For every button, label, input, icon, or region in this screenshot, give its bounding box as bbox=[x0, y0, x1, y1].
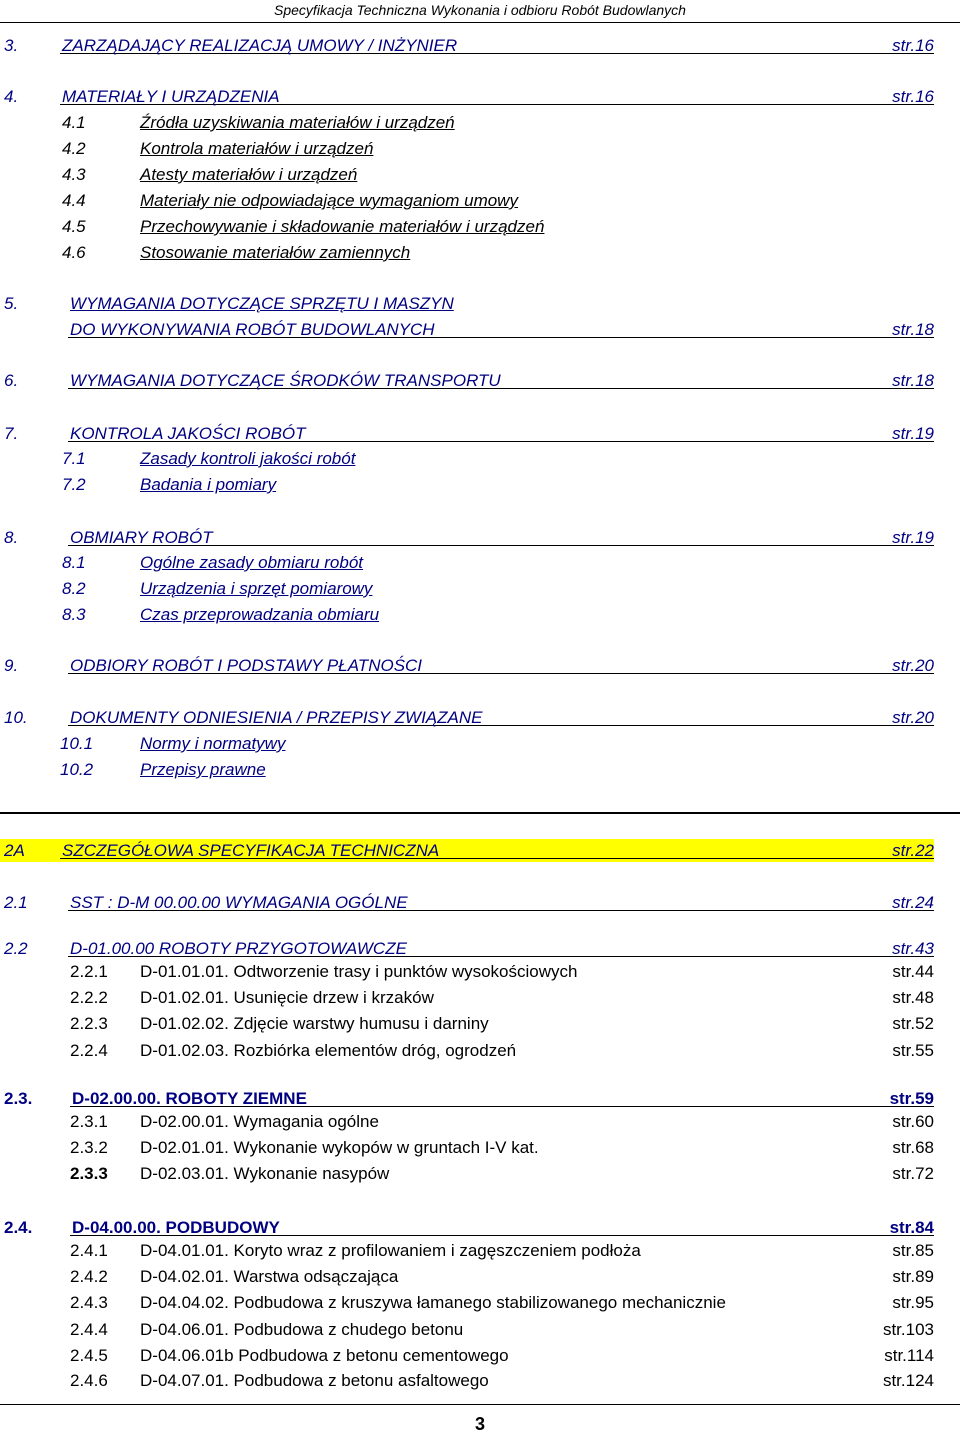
spec-subentry[interactable] bbox=[0, 1163, 960, 1185]
entry-number: 10.1 bbox=[60, 734, 94, 753]
entry-title: D-01.02.02. Zdjęcie warstwy humusu i darniny bbox=[140, 1014, 489, 1033]
entry-page: str.20 bbox=[892, 708, 934, 727]
entry-number: 2.4.3 bbox=[70, 1293, 108, 1312]
toc-entry-5-continued[interactable] bbox=[0, 319, 960, 341]
entry-page: str.16 bbox=[892, 87, 934, 106]
entry-number: 2.2.2 bbox=[70, 988, 108, 1007]
entry-number: 2.3. bbox=[4, 1089, 33, 1108]
entry-number: 10. bbox=[4, 708, 28, 727]
entry-page: str.44 bbox=[892, 962, 934, 981]
entry-page: str.24 bbox=[892, 893, 934, 912]
entry-title: D-04.07.01. Podbudowa z betonu asfaltowego bbox=[140, 1371, 489, 1390]
toc-subentry[interactable] bbox=[0, 604, 960, 626]
header-rule bbox=[0, 22, 960, 23]
spec-entry-2-1[interactable] bbox=[0, 892, 960, 914]
toc-subentry[interactable] bbox=[0, 474, 960, 496]
toc-subentry[interactable] bbox=[0, 759, 960, 781]
entry-page: str.18 bbox=[892, 320, 934, 339]
entry-number: 8.2 bbox=[62, 579, 86, 598]
entry-title-line1: WYMAGANIA DOTYCZĄCE SPRZĘTU I MASZYN bbox=[70, 294, 454, 313]
toc-entry-6[interactable] bbox=[0, 370, 960, 392]
entry-title-line2: DO WYKONYWANIA ROBÓT BUDOWLANYCH bbox=[70, 320, 435, 339]
entry-title: WYMAGANIA DOTYCZĄCE ŚRODKÓW TRANSPORTU bbox=[70, 371, 501, 390]
entry-number: 8. bbox=[4, 528, 19, 547]
entry-number: 2.3.2 bbox=[70, 1138, 108, 1157]
toc-subentry[interactable] bbox=[0, 552, 960, 574]
entry-number: 4. bbox=[4, 87, 19, 106]
entry-number: 8.1 bbox=[62, 553, 86, 572]
toc-entry-4[interactable] bbox=[0, 86, 960, 108]
entry-number: 10.2 bbox=[60, 760, 94, 779]
entry-number: 2.2 bbox=[4, 939, 28, 958]
entry-page: str.103 bbox=[882, 1320, 934, 1339]
entry-number: 2.4.2 bbox=[70, 1267, 108, 1286]
entry-number: 2A bbox=[4, 841, 25, 860]
entry-number: 9. bbox=[4, 656, 19, 675]
entry-page: str.124 bbox=[882, 1371, 934, 1390]
spec-entry-2-3[interactable] bbox=[0, 1088, 960, 1110]
spec-subentry[interactable] bbox=[0, 1111, 960, 1133]
entry-number: 7.2 bbox=[62, 475, 86, 494]
entry-number: 4.3 bbox=[62, 165, 86, 184]
footer-rule bbox=[0, 1404, 960, 1405]
entry-number: 3. bbox=[4, 36, 19, 55]
toc-subentry[interactable] bbox=[0, 448, 960, 470]
entry-page: str.52 bbox=[892, 1014, 934, 1033]
entry-title: D-04.06.01b Podbudowa z betonu cementowego bbox=[140, 1346, 509, 1365]
toc-subentry[interactable] bbox=[0, 112, 960, 134]
toc-subentry[interactable] bbox=[0, 190, 960, 212]
entry-title: D-01.02.01. Usunięcie drzew i krzaków bbox=[140, 988, 434, 1007]
entry-title: D-02.00.00. ROBOTY ZIEMNE bbox=[72, 1089, 307, 1108]
entry-number: 7.1 bbox=[62, 449, 86, 468]
entry-number: 8.3 bbox=[62, 605, 86, 624]
spec-subentry[interactable] bbox=[0, 1319, 960, 1341]
running-header: Specyfikacja Techniczna Wykonania i odbioru Robót Budowlanych bbox=[274, 2, 686, 18]
toc-subentry[interactable] bbox=[0, 138, 960, 160]
entry-number: 2.4.5 bbox=[70, 1346, 108, 1365]
entry-page: str.22 bbox=[892, 841, 934, 860]
entry-title: Źródła uzyskiwania materiałów i urządzeń bbox=[140, 113, 455, 132]
spec-subentry[interactable] bbox=[0, 987, 960, 1009]
entry-number: 2.3.3 bbox=[70, 1164, 108, 1183]
entry-page: str.89 bbox=[892, 1267, 934, 1286]
toc-subentry[interactable] bbox=[0, 578, 960, 600]
entry-title: SZCZEGÓŁOWA SPECYFIKACJA TECHNICZNA bbox=[62, 841, 440, 860]
entry-number: 4.4 bbox=[62, 191, 86, 210]
toc-entry-7[interactable] bbox=[0, 423, 960, 445]
entry-title: Stosowanie materiałów zamiennych bbox=[140, 243, 411, 262]
toc-subentry[interactable] bbox=[0, 164, 960, 186]
entry-title: D-01.02.03. Rozbiórka elementów dróg, ogrodzeń bbox=[140, 1041, 517, 1060]
entry-title: D-01.00.00 ROBOTY PRZYGOTOWAWCZE bbox=[70, 939, 407, 958]
entry-title: D-01.01.01. Odtworzenie trasy i punktów wysokościowych bbox=[140, 962, 578, 981]
toc-entry-8[interactable] bbox=[0, 527, 960, 549]
entry-title: KONTROLA JAKOŚCI ROBÓT bbox=[70, 424, 306, 443]
entry-page: str.48 bbox=[892, 988, 934, 1007]
entry-title: Przepisy prawne bbox=[140, 760, 266, 779]
entry-title: OBMIARY ROBÓT bbox=[70, 528, 213, 547]
entry-page: str.72 bbox=[892, 1164, 934, 1183]
entry-number: 2.1 bbox=[4, 893, 28, 912]
entry-number: 2.3.1 bbox=[70, 1112, 108, 1131]
entry-page: str.59 bbox=[889, 1089, 934, 1108]
entry-title: Urządzenia i sprzęt pomiarowy bbox=[140, 579, 373, 598]
entry-title: ZARZĄDAJĄCY REALIZACJĄ UMOWY / INŻYNIER bbox=[62, 36, 458, 55]
entry-page: str.60 bbox=[892, 1112, 934, 1131]
section-divider bbox=[0, 812, 960, 814]
entry-page: str.95 bbox=[892, 1293, 934, 1312]
entry-number: 2.2.4 bbox=[70, 1041, 108, 1060]
toc-subentry[interactable] bbox=[0, 216, 960, 238]
entry-number: 6. bbox=[4, 371, 19, 390]
toc-subentry[interactable] bbox=[0, 733, 960, 755]
entry-title: Ogólne zasady obmiaru robót bbox=[140, 553, 364, 572]
spec-subentry[interactable] bbox=[0, 1345, 960, 1367]
entry-title: Materiały nie odpowiadające wymaganiom umowy bbox=[140, 191, 518, 210]
entry-number: 2.4. bbox=[4, 1218, 33, 1237]
spec-subentry[interactable] bbox=[0, 1040, 960, 1062]
page-number: 3 bbox=[474, 1414, 485, 1434]
entry-page: str.84 bbox=[889, 1218, 934, 1237]
entry-number: 4.6 bbox=[62, 243, 86, 262]
entry-title: SST : D-M 00.00.00 WYMAGANIA OGÓLNE bbox=[70, 893, 408, 912]
entry-page: str.85 bbox=[892, 1241, 934, 1260]
entry-number: 4.5 bbox=[62, 217, 86, 236]
spec-subentry[interactable] bbox=[0, 1137, 960, 1159]
entry-title: D-04.06.01. Podbudowa z chudego betonu bbox=[140, 1320, 464, 1339]
entry-number: 5. bbox=[4, 294, 19, 313]
toc-entry-9[interactable] bbox=[0, 655, 960, 677]
toc-subentry[interactable] bbox=[0, 242, 960, 264]
entry-number: 7. bbox=[4, 424, 19, 443]
entry-title: D-04.04.02. Podbudowa z kruszywa łamanego stabilizowanego mechanicznie bbox=[140, 1293, 726, 1312]
entry-title: D-04.01.01. Koryto wraz z profilowaniem i zagęszczeniem podłoża bbox=[140, 1241, 641, 1260]
entry-title: D-02.03.01. Wykonanie nasypów bbox=[140, 1164, 390, 1183]
toc-entry-10[interactable] bbox=[0, 707, 960, 729]
entry-title: DOKUMENTY ODNIESIENIA / PRZEPISY ZWIĄZANE bbox=[70, 708, 483, 727]
entry-page: str.16 bbox=[892, 36, 934, 55]
entry-title: Atesty materiałów i urządzeń bbox=[140, 165, 358, 184]
entry-number: 2.2.3 bbox=[70, 1014, 108, 1033]
entry-title: Kontrola materiałów i urządzeń bbox=[140, 139, 374, 158]
entry-page: str.68 bbox=[892, 1138, 934, 1157]
spec-entry-2a[interactable] bbox=[0, 840, 960, 862]
entry-number: 2.4.6 bbox=[70, 1371, 108, 1390]
spec-subentry[interactable] bbox=[0, 1370, 960, 1392]
entry-title: ODBIORY ROBÓT I PODSTAWY PŁATNOŚCI bbox=[70, 656, 423, 675]
entry-title: D-04.00.00. PODBUDOWY bbox=[72, 1218, 280, 1237]
entry-title: Badania i pomiary bbox=[140, 475, 277, 494]
spec-subentry[interactable] bbox=[0, 961, 960, 983]
spec-entry-2-4[interactable] bbox=[0, 1217, 960, 1239]
spec-entry-2-2[interactable] bbox=[0, 938, 960, 960]
entry-page: str.19 bbox=[892, 528, 934, 547]
entry-page: str.114 bbox=[884, 1346, 934, 1365]
entry-title: D-02.00.01. Wymagania ogólne bbox=[140, 1112, 379, 1131]
entry-number: 4.1 bbox=[62, 113, 86, 132]
entry-title: Normy i normatywy bbox=[140, 734, 286, 753]
entry-title: Przechowywanie i składowanie materiałów i urządzeń bbox=[140, 217, 545, 236]
entry-page: str.19 bbox=[892, 424, 934, 443]
entry-title: Czas przeprowadzania obmiaru bbox=[140, 605, 380, 624]
toc-entry-5[interactable] bbox=[0, 293, 960, 315]
spec-subentry[interactable] bbox=[0, 1266, 960, 1288]
entry-page: str.20 bbox=[892, 656, 934, 675]
entry-number: 2.4.1 bbox=[70, 1241, 108, 1260]
entry-title: D-04.02.01. Warstwa odsączająca bbox=[140, 1267, 399, 1286]
entry-page: str.43 bbox=[892, 939, 934, 958]
entry-title: Zasady kontroli jakości robót bbox=[140, 449, 356, 468]
entry-page: str.18 bbox=[892, 371, 934, 390]
entry-number: 2.4.4 bbox=[70, 1320, 108, 1339]
spec-subentry[interactable] bbox=[0, 1292, 960, 1314]
spec-subentry[interactable] bbox=[0, 1013, 960, 1035]
entry-number: 4.2 bbox=[62, 139, 86, 158]
spec-subentry[interactable] bbox=[0, 1240, 960, 1262]
entry-page: str.55 bbox=[892, 1041, 934, 1060]
entry-number: 2.2.1 bbox=[70, 962, 108, 981]
entry-title: D-02.01.01. Wykonanie wykopów w gruntach I-V kat. bbox=[140, 1138, 539, 1157]
entry-title: MATERIAŁY I URZĄDZENIA bbox=[62, 87, 280, 106]
toc-entry-3[interactable] bbox=[0, 35, 960, 57]
